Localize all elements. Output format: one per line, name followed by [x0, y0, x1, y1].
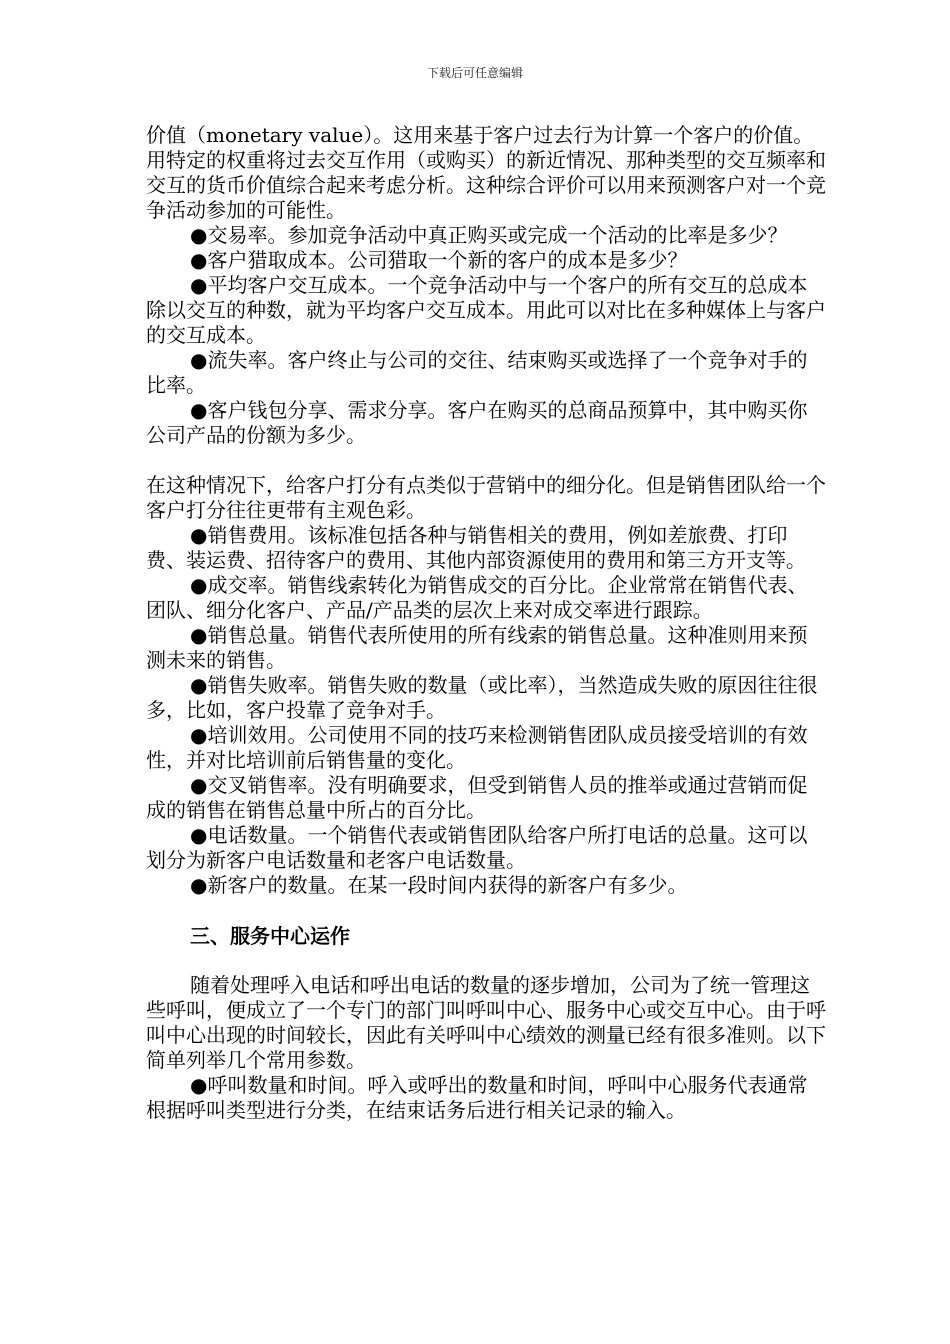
- bullet-paragraph: ●成交率。销售线索转化为销售成交的百分比。企业常常在销售代表、团队、细分化客户、产品/产品类的层次上来对成交率进行跟踪。: [146, 573, 808, 622]
- document-body: [146, 123, 826, 1123]
- bullet-paragraph: ●销售费用。该标准包括各种与销售相关的费用，例如差旅费、打印费、装运费、招待客户的费用、其他内部资源使用的费用和第三方开支等。: [146, 523, 806, 572]
- bullet-paragraph: ●销售失败率。销售失败的数量（或比率），当然造成失败的原因往往很多，比如，客户投靠了竞争对手。: [146, 673, 818, 722]
- bullet-paragraph: ●平均客户交互成本。一个竞争活动中与一个客户的所有交互的总成本除以交互的种数，就为平均客户交互成本。用此可以对比在多种媒体上与客户的交互成本。: [146, 273, 826, 347]
- paragraph: 随着处理呼入电话和呼出电话的数量的逐步增加，公司为了统一管理这些呼叫，便成立了一个专门的部门叫呼叫中心、服务中心或交互中心。由于呼叫中心出现的时间较长，因此有关呼叫中心绩效的测量已经有很多准则。以下简单列举几个常用参数。: [146, 973, 826, 1072]
- paragraph: 在这种情况下，给客户打分有点类似于营销中的细分化。但是销售团队给一个客户打分往往更带有主观色彩。: [146, 473, 826, 522]
- bullet-paragraph: ●交叉销售率。没有明确要求，但受到销售人员的推举或通过营销而促成的销售在销售总量中所占的百分比。: [146, 773, 808, 822]
- bullet-paragraph: ●新客户的数量。在某一段时间内获得的新客户有多少。: [190, 873, 688, 897]
- bullet-paragraph: ●流失率。客户终止与公司的交往、结束购买或选择了一个竞争对手的比率。: [146, 348, 808, 397]
- bullet-paragraph: ●销售总量。销售代表所使用的所有线索的销售总量。这种准则用来预测未来的销售。: [146, 623, 808, 672]
- bullet-paragraph: ●电话数量。一个销售代表或销售团队给客户所打电话的总量。这可以划分为新客户电话数量和老客户电话数量。: [146, 823, 808, 872]
- section-heading: 三、服务中心运作: [190, 924, 350, 948]
- bullet-paragraph: ●客户钱包分享、需求分享。客户在购买的总商品预算中，其中购买你公司产品的份额为多少。: [146, 398, 808, 447]
- bullet-paragraph: ●呼叫数量和时间。呼入或呼出的数量和时间，呼叫中心服务代表通常根据呼叫类型进行分类，在结束话务后进行相关记录的输入。: [146, 1073, 808, 1122]
- bullet-paragraph: ●培训效用。公司使用不同的技巧来检测销售团队成员接受培训的有效性，并对比培训前后销售量的变化。: [146, 723, 808, 772]
- paragraph: 价值（monetary value）。这用来基于客户过去行为计算一个客户的价值。用特定的权重将过去交互作用（或购买）的新近情况、那种类型的交互频率和交互的货币价值综合起来考虑分析。这种综合评价可以用来预测客户对一个竞争活动参加的可能性。: [146, 123, 826, 222]
- bullet-paragraph: ●交易率。参加竞争活动中真正购买或完成一个活动的比率是多少？: [190, 223, 788, 247]
- bullet-paragraph: ●客户猎取成本。公司猎取一个新的客户的成本是多少？: [190, 248, 688, 272]
- page-header-note: 下载后可任意编辑: [426, 66, 523, 80]
